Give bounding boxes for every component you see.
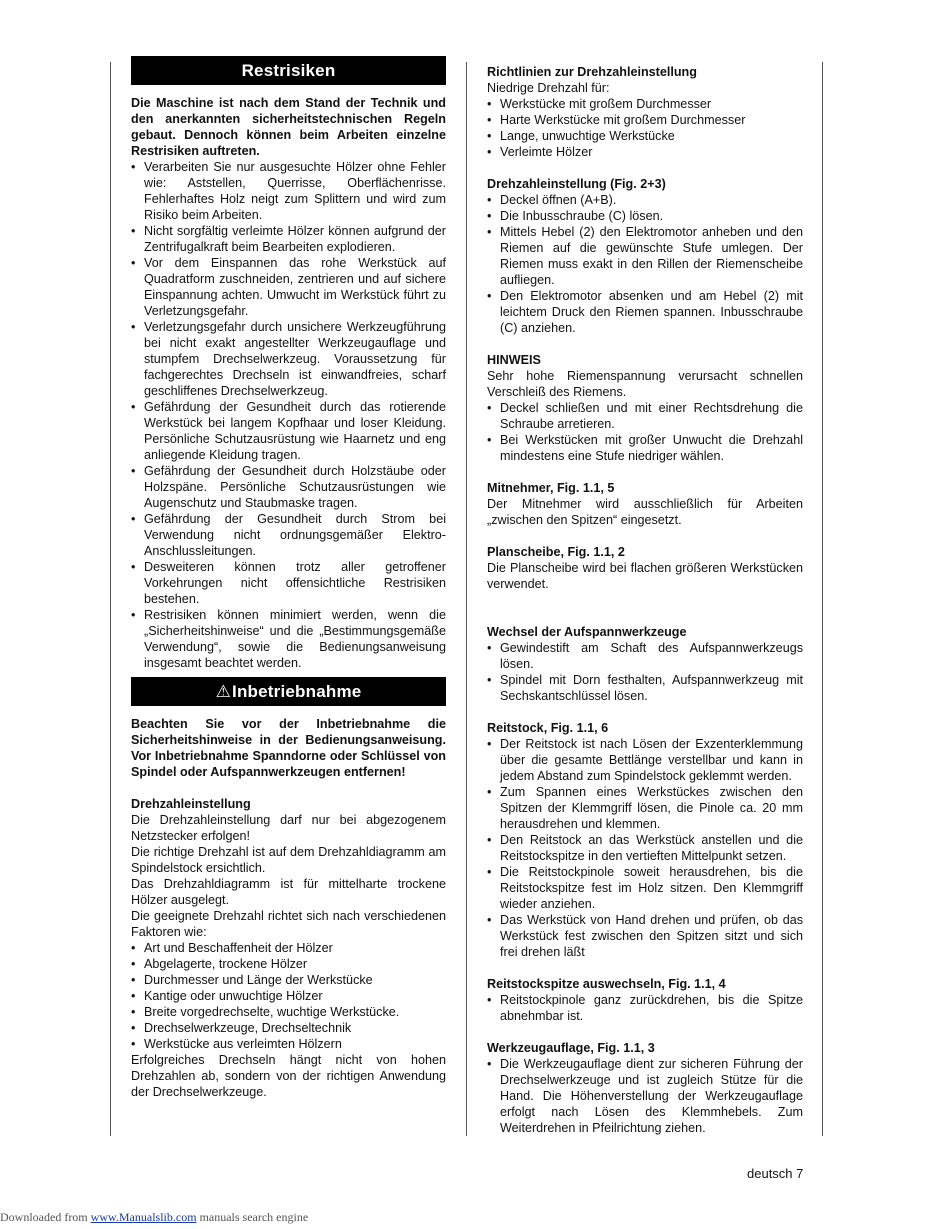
list-item: • Verleimte Hölzer	[487, 144, 803, 160]
list-item: • Abgelagerte, trockene Hölzer	[131, 956, 446, 972]
restrisiken-list	[131, 159, 446, 671]
reitstock-heading: Reitstock, Fig. 1.1, 6	[487, 721, 609, 735]
list-item: • Verarbeiten Sie nur ausgesuchte Hölzer ohne Fehler wie: Aststellen, Querrisse, Oberflächenrisse. Fehlerhaftes Holz neigt zum Splittern und wird zum Risiko beim Arbeiten.	[131, 159, 446, 223]
werkzeugauflage-heading: Werkzeugauflage, Fig. 1.1, 3	[487, 1041, 655, 1055]
list-item: • Lange, unwuchtige Werkstücke	[487, 128, 803, 144]
hinweis-list	[487, 400, 803, 464]
richtlinien-list	[487, 96, 803, 160]
list-item: • Gefährdung der Gesundheit durch Holzstäube oder Holzspäne. Persönliche Schutzausrüstungen wie Augenschutz und Staubmaske tragen.	[131, 463, 446, 511]
reitstockspitze-list	[487, 992, 803, 1024]
drehzahleinstellung-heading: Drehzahleinstellung	[131, 797, 251, 811]
list-item: • Den Reitstock an das Werkstück anstellen und die Reitstockspitze in den vertieften Mittelpunkt setzen.	[487, 832, 803, 864]
right-column	[487, 64, 803, 1136]
hinweis-heading: HINWEIS	[487, 353, 541, 367]
list-item: • Werkstücke aus verleimten Hölzern	[131, 1036, 446, 1052]
list-item: • Gefährdung der Gesundheit durch das rotierende Werkstück bei langem Kopfhaar und loser Kleidung. Persönliche Schutzausrüstung wie Haarnetz und eng anliegende Kleidung tragen.	[131, 399, 446, 463]
drehzahl-paragraph: Die richtige Drehzahl ist auf dem Drehzahldiagramm am Spindelstock ersichtlich.	[131, 845, 446, 875]
list-item: • Mittels Hebel (2) den Elektromotor anheben und den Riemen auf die gewünschte Stufe umlegen. Der Riemen muss exakt in den Rillen der Riemenscheibe aufliegen.	[487, 224, 803, 288]
list-item: • Kantige oder unwuchtige Hölzer	[131, 988, 446, 1004]
restrisiken-banner	[131, 56, 446, 85]
list-item: • Deckel öffnen (A+B).	[487, 192, 803, 208]
wechsel-list	[487, 640, 803, 704]
list-item: • Werkstücke mit großem Durchmesser	[487, 96, 803, 112]
list-item: • Die Inbusschraube (C) lösen.	[487, 208, 803, 224]
list-item: • Drechselwerkzeuge, Drechseltechnik	[131, 1020, 446, 1036]
list-item: • Die Reitstockpinole soweit herausdrehen, bis die Reitstockspitze fest im Holz sitzen. Den Klemmgriff wieder anziehen.	[487, 864, 803, 912]
drehzahl-paragraph: Das Drehzahldiagramm ist für mittelharte trockene Hölzer ausgelegt.	[131, 877, 446, 907]
column-rule-right	[822, 62, 823, 1136]
list-item: • Verletzungsgefahr durch unsichere Werkzeugführung bei nicht exakt angestellter Werkzeugauflage und stumpfem Drechselwerkzeug. Voraussetzung für fachgerechtes Drechseln ist einwandfreies, scharf geschliffenes Drechselwerkzeug.	[131, 319, 446, 399]
list-item: • Die Werkzeugauflage dient zur sicheren Führung der Drechselwerkzeuge und ist zugleich Stütze für die Hand. Die Höhenverstellung der Werkzeugauflage erfolgt nach Lösen des Klemmhebels. Zum Weiterdrehen in Pfeilrichtung ziehen.	[487, 1056, 803, 1136]
column-rule-middle	[466, 62, 467, 1136]
download-footer	[0, 1209, 308, 1225]
list-item: • Reitstockpinole ganz zurückdrehen, bis die Spitze abnehmbar ist.	[487, 992, 803, 1024]
warning-triangle-icon: ⚠	[215, 682, 232, 701]
list-item: • Das Werkstück von Hand drehen und prüfen, ob das Werkstück fest zwischen den Spitzen sitzt und sich frei drehen läßt	[487, 912, 803, 960]
mitnehmer-heading: Mitnehmer, Fig. 1.1, 5	[487, 481, 615, 495]
list-item: • Breite vorgedrechselte, wuchtige Werkstücke.	[131, 1004, 446, 1020]
drehzahl-paragraph: Erfolgreiches Drechseln hängt nicht von hohen Drehzahlen ab, sondern von der richtigen Anwendung der Drechselwerkzeuge.	[131, 1053, 446, 1099]
restrisiken-intro: Die Maschine ist nach dem Stand der Technik und den anerkannten sicherheitstechnischen Regeln gebaut. Dennoch können beim Arbeiten einzelne Restrisiken auftreten.	[131, 96, 446, 158]
drehzahl-fig-list	[487, 192, 803, 336]
list-item: • Bei Werkstücken mit großer Unwucht die Drehzahl mindestens eine Stufe niedriger wählen.	[487, 432, 803, 464]
inbetriebnahme-title: Inbetriebnahme	[232, 682, 362, 701]
list-item: • Gefährdung der Gesundheit durch Strom bei Verwendung nicht ordnungsgemäßer Elektro-Anschlussleitungen.	[131, 511, 446, 559]
richtlinien-subtitle: Niedrige Drehzahl für:	[487, 81, 610, 95]
drehzahl-factors-list	[131, 940, 446, 1052]
mitnehmer-text: Der Mitnehmer wird ausschließlich für Arbeiten „zwischen den Spitzen“ eingesetzt.	[487, 497, 803, 527]
page-number: deutsch 7	[747, 1166, 804, 1181]
list-item: • Desweiteren können trotz aller getroffener Vorkehrungen nicht offensichtliche Restrisiken bestehen.	[131, 559, 446, 607]
list-item: • Art und Beschaffenheit der Hölzer	[131, 940, 446, 956]
reitstock-list	[487, 736, 803, 960]
list-item: • Den Elektromotor absenken und am Hebel (2) mit leichtem Druck den Riemen spannen. Inbusschraube (C) anziehen.	[487, 288, 803, 336]
list-item: • Spindel mit Dorn festhalten, Aufspannwerkzeug mit Sechskantschlüssel lösen.	[487, 672, 803, 704]
list-item: • Deckel schließen und mit einer Rechtsdrehung die Schraube arretieren.	[487, 400, 803, 432]
manualslib-link[interactable]: www.Manualslib.com	[90, 1210, 197, 1224]
drehzahl-fig-heading: Drehzahleinstellung (Fig. 2+3)	[487, 177, 666, 191]
list-item: • Harte Werkstücke mit großem Durchmesser	[487, 112, 803, 128]
inbetriebnahme-intro: Beachten Sie vor der Inbetriebnahme die Sicherheitshinweise in der Bedienungsanweisung. Vor Inbetriebnahme Spanndorne oder Schlüssel von Spindel oder Aufspannwerkzeugen entfernen!	[131, 717, 446, 779]
list-item: • Durchmesser und Länge der Werkstücke	[131, 972, 446, 988]
planscheibe-heading: Planscheibe, Fig. 1.1, 2	[487, 545, 625, 559]
reitstockspitze-heading: Reitstockspitze auswechseln, Fig. 1.1, 4	[487, 977, 726, 991]
list-item: • Zum Spannen eines Werkstückes zwischen den Spitzen der Klemmgriff lösen, die Pinole ca. 20 mm herausdrehen und klemmen.	[487, 784, 803, 832]
column-rule-left	[110, 62, 111, 1136]
planscheibe-text: Die Planscheibe wird bei flachen größeren Werkstücken verwendet.	[487, 561, 803, 591]
werkzeugauflage-list	[487, 1056, 803, 1136]
list-item: • Nicht sorgfältig verleimte Hölzer können aufgrund der Zentrifugalkraft beim Bearbeiten explodieren.	[131, 223, 446, 255]
drehzahl-paragraph: Die geeignete Drehzahl richtet sich nach verschiedenen Faktoren wie:	[131, 909, 446, 939]
list-item: • Der Reitstock ist nach Lösen der Exzenterklemmung über die gesamte Bettlänge verstellbar und kann in jedem Abstand zum Spindelstock geklemmt werden.	[487, 736, 803, 784]
left-column	[131, 56, 446, 1100]
restrisiken-title: Restrisiken	[241, 61, 336, 80]
footer-suffix: manuals search engine	[196, 1210, 309, 1224]
wechsel-heading: Wechsel der Aufspannwerkzeuge	[487, 625, 687, 639]
drehzahl-paragraph: Die Drehzahleinstellung darf nur bei abgezogenem Netzstecker erfolgen!	[131, 813, 446, 843]
inbetriebnahme-banner	[131, 677, 446, 706]
list-item: • Restrisiken können minimiert werden, wenn die „Sicherheitshinweise“ und die „Bestimmungsgemäße Verwendung“, sowie die Bedienungsanweisung insgesamt beachtet werden.	[131, 607, 446, 671]
list-item: • Vor dem Einspannen das rohe Werkstück auf Quadratform zuschneiden, zentrieren und auf sichere Einspannung achten. Umwucht im Werkstück führt zu Verletzungsgefahr.	[131, 255, 446, 319]
list-item: • Gewindestift am Schaft des Aufspannwerkzeugs lösen.	[487, 640, 803, 672]
footer-prefix: Downloaded from	[0, 1210, 91, 1224]
hinweis-text: Sehr hohe Riemenspannung verursacht schnellen Verschleiß des Riemens.	[487, 369, 803, 399]
richtlinien-heading: Richtlinien zur Drehzahleinstellung	[487, 65, 697, 79]
